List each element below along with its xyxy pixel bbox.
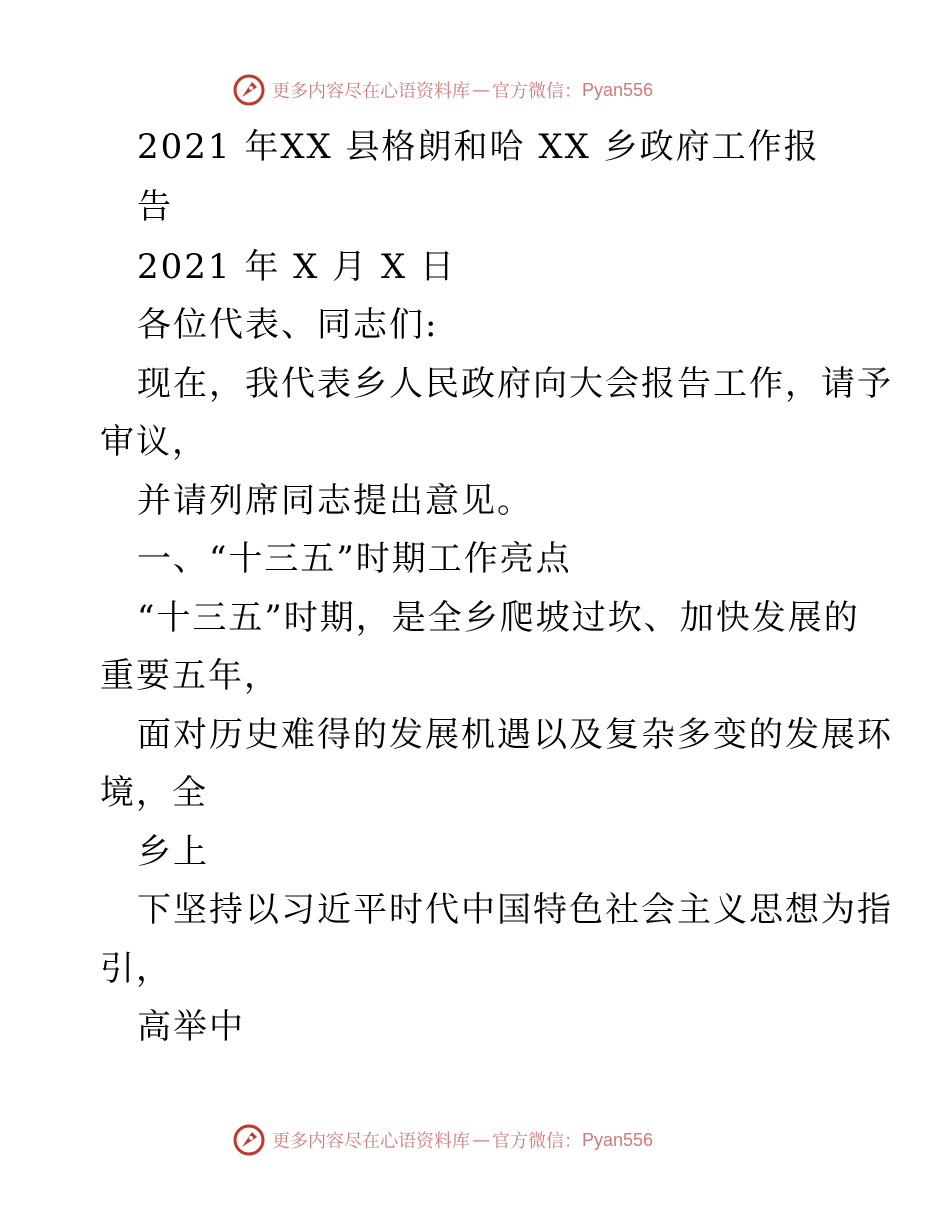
doc-paragraph-line: 面对历史难得的发展机遇以及复杂多变的发展环 <box>137 715 893 755</box>
doc-paragraph-line: 重要五年， <box>100 656 280 696</box>
watermark-label: 官方微信： <box>492 81 582 102</box>
doc-paragraph-line: 乡上 <box>137 832 209 872</box>
fountain-pen-nib-icon <box>232 1123 266 1157</box>
watermark-banner-top <box>232 70 752 110</box>
watermark-handle: Pyan556 <box>582 1129 654 1150</box>
watermark-text: 更多内容尽在心语资料库 <box>272 1131 470 1152</box>
doc-paragraph-line: 下坚持以习近平时代中国特色社会主义思想为指 <box>137 890 893 930</box>
doc-title-line-1: 2021 年XX 县格朗和哈 XX 乡政府工作报 <box>137 127 820 167</box>
watermark-label: 官方微信： <box>492 1131 582 1152</box>
fountain-pen-nib-icon <box>232 73 266 107</box>
watermark-text: 更多内容尽在心语资料库 <box>272 81 470 102</box>
watermark-handle: Pyan556 <box>582 79 654 100</box>
doc-paragraph-line: 引， <box>100 949 172 989</box>
doc-paragraph-line: 境，全 <box>100 773 208 813</box>
doc-salutation: 各位代表、同志们: <box>137 305 439 345</box>
doc-section-heading: 一、“十三五”时期工作亮点 <box>137 539 572 579</box>
watermark-separator: — <box>472 79 490 101</box>
doc-paragraph-line: “十三五”时期，是全乡爬坡过坎、加快发展的 <box>137 598 860 638</box>
doc-paragraph-line: 并请列席同志提出意见。 <box>137 481 533 521</box>
doc-title-line-2: 告 <box>137 187 173 227</box>
doc-paragraph-line: 审议， <box>100 422 208 462</box>
doc-date: 2021 年 X 月 X 日 <box>137 247 456 287</box>
doc-paragraph-line: 高举中 <box>137 1007 245 1047</box>
watermark-separator: — <box>472 1129 490 1151</box>
watermark-banner-bottom <box>232 1120 752 1160</box>
doc-paragraph-line: 现在，我代表乡人民政府向大会报告工作，请予 <box>137 364 893 404</box>
